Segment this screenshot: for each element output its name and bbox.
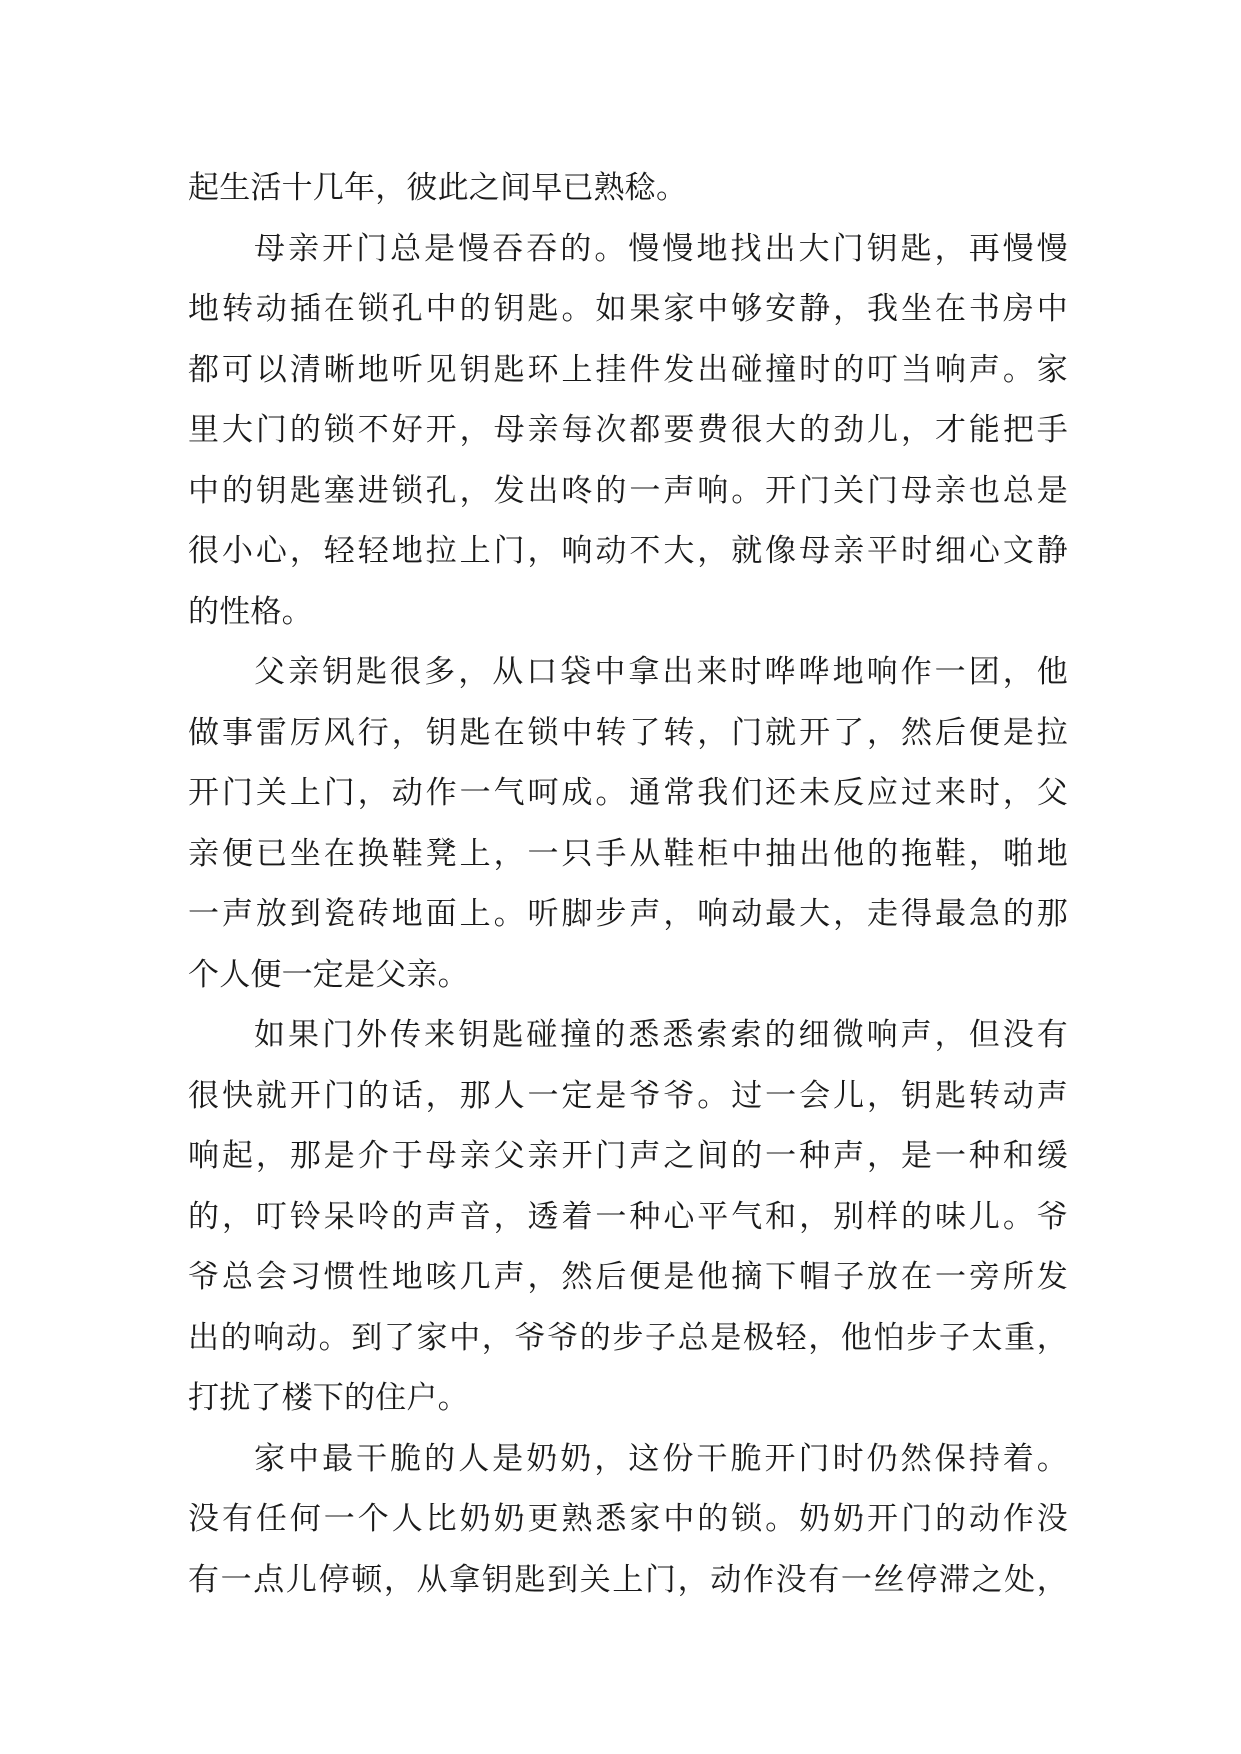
paragraph-line: 里大门的锁不好开，母亲每次都要费很大的劲儿，才能把手 xyxy=(188,412,1068,448)
paragraph-line: 开门关上门，动作一气呵成。通常我们还未反应过来时，父 xyxy=(188,775,1068,811)
paragraph-line: 出的响动。到了家中，爷爷的步子总是极轻，他怕步子太重， xyxy=(188,1319,1068,1356)
paragraph-line: 很快就开门的话，那人一定是爷爷。过一会儿，钥匙转动声 xyxy=(188,1077,1068,1114)
paragraph-line: 中的钥匙塞进锁孔，发出咚的一声响。开门关门母亲也总是 xyxy=(188,472,1068,509)
paragraph-line: 地转动插在锁孔中的钥匙。如果家中够安静，我坐在书房中 xyxy=(188,291,1068,327)
paragraph-line: 个人便一定是父亲。 xyxy=(188,956,469,993)
paragraph-line: 家中最干脆的人是奶奶，这份干脆开门时仍然保持着。 xyxy=(254,1440,1068,1477)
paragraph-line: 爷总会习惯性地咳几声，然后便是他摘下帽子放在一旁所发 xyxy=(188,1259,1068,1295)
paragraph-line: 的，叮铃呆呤的声音，透着一种心平气和，别样的味儿。爷 xyxy=(188,1198,1068,1235)
paragraph-line: 很小心，轻轻地拉上门，响动不大，就像母亲平时细心文静 xyxy=(188,533,1068,569)
paragraph-line: 起生活十几年，彼此之间早已熟稔。 xyxy=(188,170,688,206)
paragraph-line: 都可以清晰地听见钥匙环上挂件发出碰撞时的叮当响声。家 xyxy=(188,351,1068,388)
paragraph-line: 的性格。 xyxy=(188,593,313,630)
paragraph-line: 打扰了楼下的住户。 xyxy=(188,1380,469,1416)
paragraph-line: 有一点儿停顿，从拿钥匙到关上门，动作没有一丝停滞之处， xyxy=(188,1561,1068,1598)
paragraph-line: 做事雷厉风行，钥匙在锁中转了转，门就开了，然后便是拉 xyxy=(188,714,1068,751)
paragraph-line: 一声放到瓷砖地面上。听脚步声，响动最大，走得最急的那 xyxy=(188,896,1068,932)
paragraph-line: 母亲开门总是慢吞吞的。慢慢地找出大门钥匙，再慢慢 xyxy=(254,230,1068,267)
paragraph-line: 响起，那是介于母亲父亲开门声之间的一种声，是一种和缓 xyxy=(188,1138,1068,1174)
article-body xyxy=(188,158,1068,1610)
paragraph-line: 如果门外传来钥匙碰撞的悉悉索索的细微响声，但没有 xyxy=(254,1017,1068,1053)
paragraph-line: 亲便已坐在换鞋凳上，一只手从鞋柜中抽出他的拖鞋，啪地 xyxy=(188,835,1068,872)
paragraph-line: 父亲钥匙很多，从口袋中拿出来时哗哗地响作一团，他 xyxy=(254,654,1068,690)
paragraph-line: 没有任何一个人比奶奶更熟悉家中的锁。奶奶开门的动作没 xyxy=(188,1501,1068,1537)
